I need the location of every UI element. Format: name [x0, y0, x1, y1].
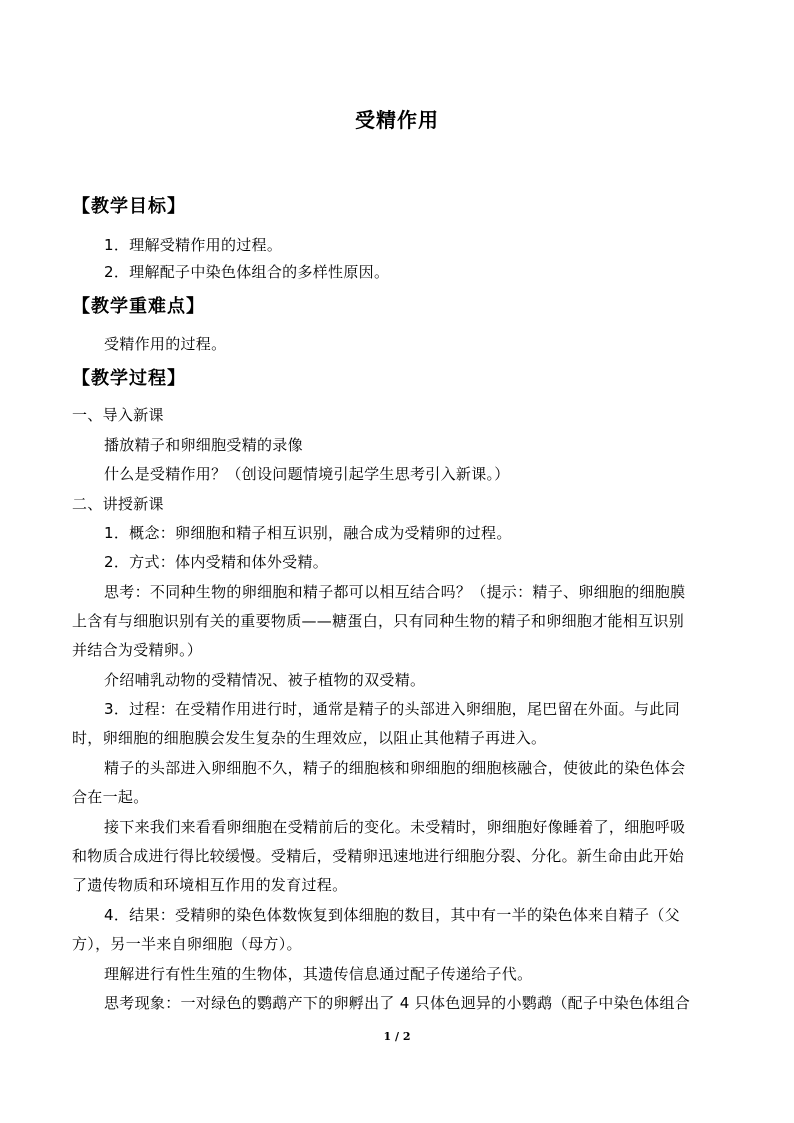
goal-item: 2．理解配子中染色体组合的多样性原因。 — [104, 263, 390, 281]
paragraph-line: 什么是受精作用？（创设问题情境引起学生思考引入新课。） — [104, 465, 510, 483]
paragraph-line: 合在一起。 — [72, 788, 149, 806]
paragraph-line: 接下来我们来看看卵细胞在受精前后的变化。未受精时，卵细胞好像睡着了，细胞呼吸 — [104, 818, 686, 836]
paragraph-line: 思考：不同种生物的卵细胞和精子都可以相互结合吗？（提示：精子、卵细胞的细胞膜 — [104, 583, 686, 601]
paragraph-line: 播放精子和卵细胞受精的录像 — [104, 436, 303, 454]
paragraph-line: 了遗传物质和环境相互作用的发育过程。 — [72, 876, 348, 894]
page-number: 1 / 2 — [383, 1030, 411, 1043]
paragraph-line: 时，卵细胞的细胞膜会发生复杂的生理效应，以阻止其他精子再进入。 — [72, 729, 547, 747]
goal-item: 1．理解受精作用的过程。 — [104, 236, 283, 254]
paragraph-line: 3．过程：在受精作用进行时，通常是精子的头部进入卵细胞，尾巴留在外面。与此同 — [104, 700, 680, 718]
section-heading-key-points: 【教学重难点】 — [72, 296, 205, 317]
paragraph-line: 和物质合成进行得比较缓慢。受精后，受精卵迅速地进行细胞分裂、分化。新生命由此开始 — [72, 847, 685, 865]
section-heading-goals: 【教学目标】 — [72, 196, 186, 217]
paragraph-line: 4．结果：受精卵的染色体数恢复到体细胞的数目，其中有一半的染色体来自精子（父 — [104, 906, 680, 924]
paragraph-line: 1．概念：卵细胞和精子相互识别，融合成为受精卵的过程。 — [104, 524, 512, 542]
document-title: 受精作用 — [355, 108, 439, 132]
paragraph-line: 上含有与细胞识别有关的重要物质——糖蛋白，只有同种生物的精子和卵细胞才能相互识别 — [72, 612, 685, 630]
paragraph-line: 2．方式：体内受精和体外受精。 — [104, 553, 329, 571]
paragraph-line: 介绍哺乳动物的受精情况、被子植物的双受精。 — [104, 671, 426, 689]
key-point-text: 受精作用的过程。 — [104, 335, 227, 353]
paragraph-line: 思考现象：一对绿色的鹦鹉产下的卵孵出了 4 只体色迥异的小鹦鹉（配子中染色体组合 — [104, 994, 691, 1012]
section-heading-process: 【教学过程】 — [72, 368, 186, 389]
part-heading: 二、讲授新课 — [72, 495, 164, 513]
paragraph-line: 并结合为受精卵。） — [72, 641, 203, 659]
paragraph-line: 方），另一半来自卵细胞（母方）。 — [72, 935, 302, 953]
paragraph-line: 理解进行有性生殖的生物体，其遗传信息通过配子传递给子代。 — [104, 965, 533, 983]
part-heading: 一、导入新课 — [72, 406, 164, 424]
paragraph-line: 精子的头部进入卵细胞不久，精子的细胞核和卵细胞的细胞核融合，使彼此的染色体会 — [104, 759, 686, 777]
